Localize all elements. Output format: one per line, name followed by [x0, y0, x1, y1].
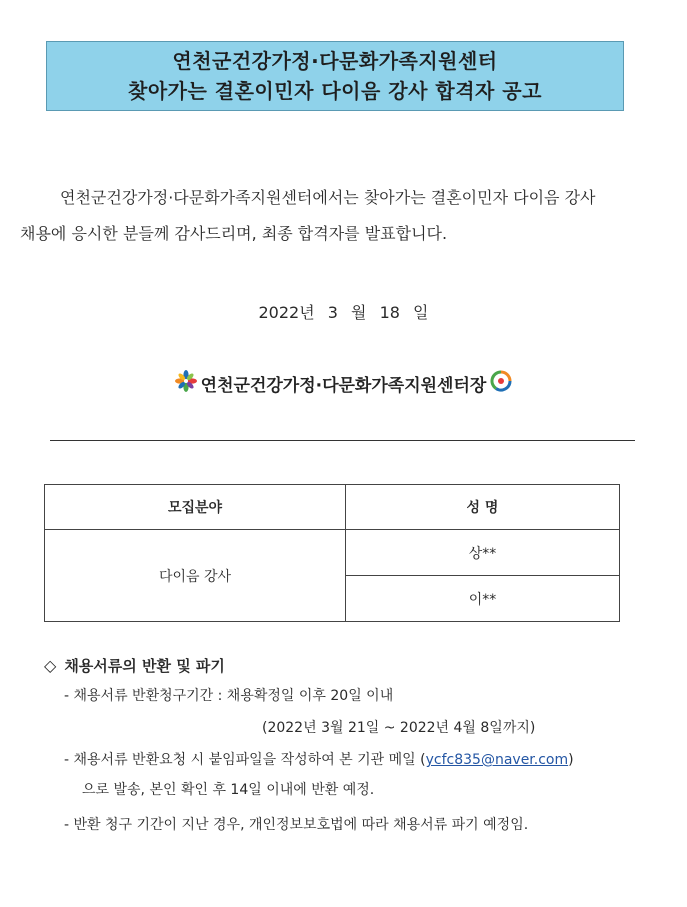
note-item-2-close: ): [568, 752, 574, 768]
header-field: 모집분야: [45, 485, 346, 530]
circle-arrow-emblem-icon: [490, 370, 512, 396]
name-cell-2: 이**: [346, 576, 620, 622]
title-line-1: 연천군건강가정·다문화가족지원센터: [172, 49, 498, 73]
header-name: 성 명: [346, 485, 620, 530]
notes-heading-text: 채용서류의 반환 및 파기: [64, 656, 225, 675]
title-line-2: 찾아가는 결혼이민자 다이음 강사 합격자 공고: [128, 79, 542, 103]
note-item-2: [64, 749, 574, 769]
announcement-date: 2022년 3 월 18 일: [258, 303, 429, 322]
results-table: [44, 484, 620, 622]
organization-signature: [0, 370, 687, 396]
intro-paragraph: [20, 180, 650, 252]
note-item-1: - 채용서류 반환청구기간 : 채용확정일 이후 20일 이내: [64, 688, 394, 704]
organization-name: 연천군건강가정·다문화가족지원센터장: [200, 375, 487, 396]
title-box: [46, 41, 624, 111]
table-header-row: [45, 485, 620, 530]
note-item-1-period: (2022년 3월 21일 ~ 2022년 4월 8일까지): [262, 720, 536, 736]
flower-emblem-icon: [175, 370, 197, 396]
email-link[interactable]: ycfc835@naver.com: [425, 752, 569, 768]
table-row: [45, 530, 620, 576]
field-cell: 다이음 강사: [45, 530, 346, 622]
note-item-2-text: - 채용서류 반환요청 시 붙임파일을 작성하여 본 기관 메일 (: [64, 752, 426, 768]
note-item-3: - 반환 청구 기간이 지난 경우, 개인정보보호법에 따라 채용서류 파기 예정임.: [64, 817, 529, 833]
intro-line-2: 채용에 응시한 분들께 감사드리며, 최종 합격자를 발표합니다.: [20, 224, 448, 243]
notes-heading: [44, 652, 644, 678]
name-cell-1: 상**: [346, 530, 620, 576]
note-item-2-continuation: 으로 발송, 본인 확인 후 14일 이내에 반환 예정.: [82, 782, 375, 798]
diamond-bullet-icon: ◇: [44, 655, 57, 675]
divider-line: [50, 440, 635, 441]
document-return-notes: [44, 652, 644, 833]
intro-line-1: 연천군건강가정·다문화가족지원센터에서는 찾아가는 결혼이민자 다이음 강사: [60, 188, 596, 207]
